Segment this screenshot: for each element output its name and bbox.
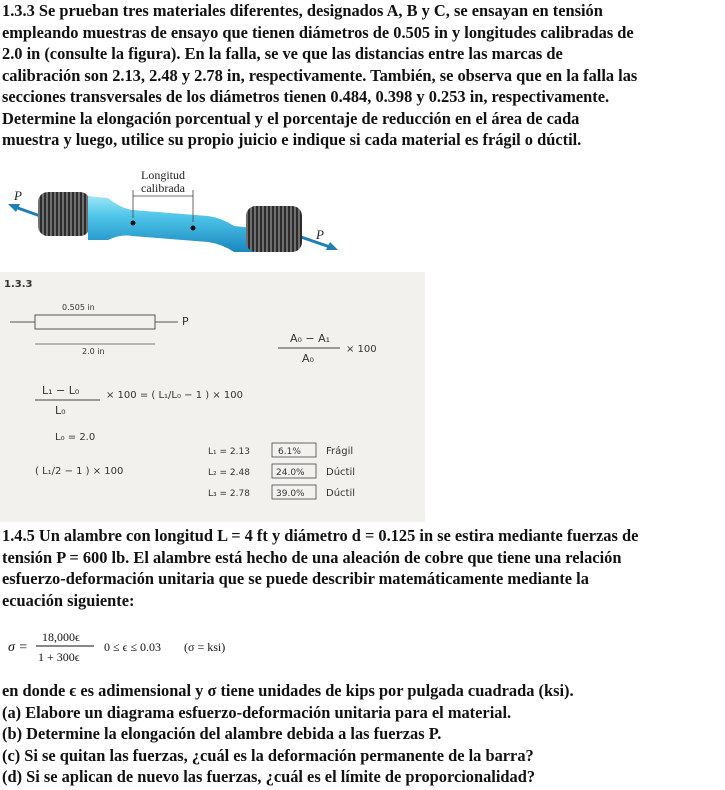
hw-row-1-result: Frágil xyxy=(326,446,354,457)
left-thread xyxy=(38,192,90,236)
hw-row-1-label: L₁ = 2.13 xyxy=(208,447,250,457)
load-label-left: P xyxy=(14,188,22,203)
tensile-specimen-figure xyxy=(8,168,338,268)
hw-length: 2.0 in xyxy=(82,347,105,356)
hw-problem-number: 1.3.3 xyxy=(4,279,33,290)
hw-l0: L₀ = 2.0 xyxy=(55,432,96,443)
gauge-label-line1: Longitud xyxy=(141,168,185,182)
gauge-mark-right xyxy=(191,226,196,231)
load-label-right: P xyxy=(316,227,324,242)
problem-2-questions: en donde ϵ es adimensional y σ tiene unidades de kips por pulgada cuadrada (ksi). (a) Elabore un diagrama esfuerzo-deformación unitaria para el material. (b) Determine la elongación del alambre debida a las fuerzas P. (c) Si se quitan las fuerzas, ¿cuál es la deformación permanente de la barra? (d) Si se aplican de nuevo las fuerzas, ¿cuál es el límite de proporcionalidad? xyxy=(2,681,574,786)
hw-row-2-value: 24.0% xyxy=(276,468,305,478)
formula-numerator: 18,000ϵ xyxy=(42,630,80,644)
hw-diameter: 0.505 in xyxy=(62,303,95,312)
hw-results xyxy=(208,443,355,499)
gauge-label-line2: calibrada xyxy=(141,181,185,195)
hw-elong-numerator: L₁ − L₀ xyxy=(42,384,80,397)
hw-row-3-result: Dúctil xyxy=(326,488,356,499)
hw-load-label: P xyxy=(182,315,189,328)
hw-bar-sketch xyxy=(35,315,155,329)
formula-denominator: 1 + 300ϵ xyxy=(38,650,80,664)
problem-2-statement: 1.4.5 Un alambre con longitud L = 4 ft y diámetro d = 0.125 in se estira mediante fuerzas de tensión P = 600 lb. El alambre está hecho de una aleación de cobre que tiene una relación esfuerzo-deformación unitaria que se puede describir matemáticamente mediante la ecuación siguiente: xyxy=(2,526,639,610)
hw-elong-equation: × 100 = ( L₁/L₀ − 1 ) × 100 xyxy=(106,390,243,401)
problem-1-statement: 1.3.3 Se prueban tres materiales diferentes, designados A, B y C, se ensayan en tensión empleando muestras de ensayo que tienen diámetros de 0.505 in y longitudes calibradas de 2.0 in (consulte la figura). En la falla, se ve que las distancias entre las marcas de calibración son 2.13, 2.48 y 2.78 in, respectivamente. También, se observa que en la falla las secciones transversales de los diámetros tienen 0.484, 0.398 y 0.253 in, respectivamente. Determine la elongación porcentual y el porcentaje de reducción en el área de cada muestra y luego, utilice su propio juicio e indique si cada material es frágil o dúctil. xyxy=(2,1,638,149)
hw-row-3-label: L₃ = 2.78 xyxy=(208,489,250,499)
formula-lhs: σ = xyxy=(8,640,28,655)
specimen-body xyxy=(88,196,254,252)
hw-area-times: × 100 xyxy=(346,344,377,355)
gauge-mark-left xyxy=(131,221,136,226)
hw-row-1-value: 6.1% xyxy=(278,447,301,457)
hw-row-2-label: L₂ = 2.48 xyxy=(208,468,250,478)
hw-row-2-result: Dúctil xyxy=(326,467,356,478)
hw-row-3-value: 39.0% xyxy=(276,489,305,499)
stress-strain-formula xyxy=(4,625,334,670)
right-thread xyxy=(246,206,302,252)
formula-units: (σ = ksi) xyxy=(184,640,226,654)
hw-area-denominator: A₀ xyxy=(302,352,314,365)
hw-area-numerator: A₀ − A₁ xyxy=(290,332,331,345)
hw-final-formula: ( L₁/2 − 1 ) × 100 xyxy=(35,466,124,477)
formula-range: 0 ≤ ϵ ≤ 0.03 xyxy=(104,640,162,654)
handwritten-solution-photo xyxy=(0,272,425,522)
hw-elong-denominator: L₀ xyxy=(55,404,66,417)
